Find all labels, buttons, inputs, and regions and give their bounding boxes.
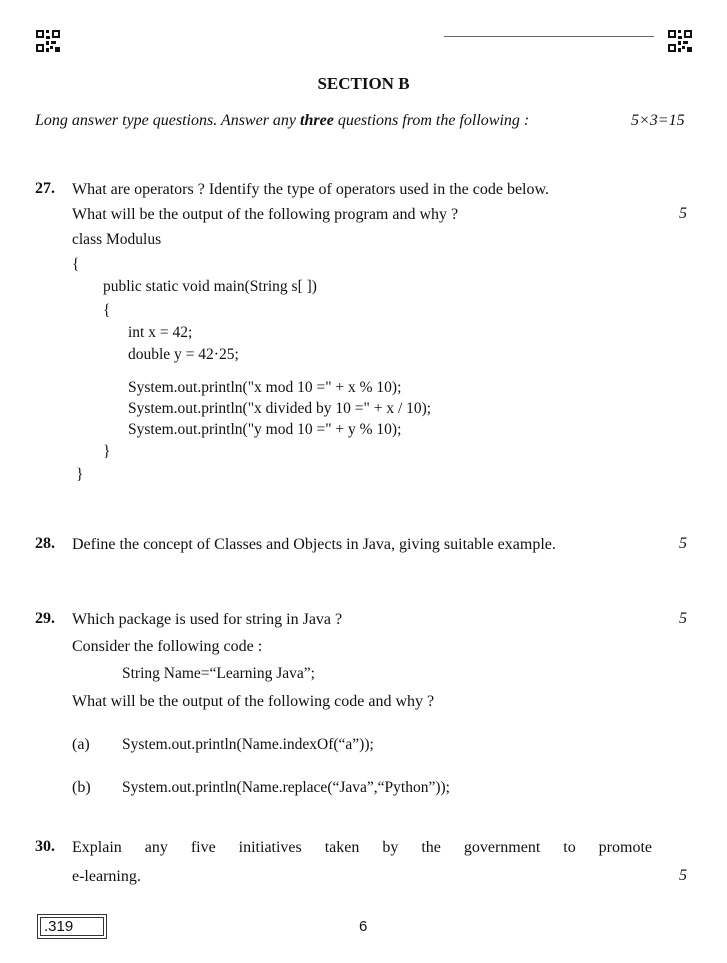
code-line: System.out.println("x mod 10 =" + x % 10); xyxy=(128,379,402,396)
qr-code-icon xyxy=(668,30,692,52)
section-marks: 5×3=15 xyxy=(631,112,685,129)
instruction-post: questions from the following : xyxy=(333,112,530,129)
code-line: } xyxy=(76,466,84,483)
code-line: System.out.println("y mod 10 =" + y % 10); xyxy=(128,421,402,438)
qr-code-icon xyxy=(36,30,60,52)
question-text: Define the concept of Classes and Objects in Java, giving suitable example. xyxy=(72,536,556,553)
question-text: Explain any five initiatives taken by the government to promote xyxy=(72,839,652,856)
question-marks: 5 xyxy=(679,867,687,884)
question-number: 30. xyxy=(35,838,55,855)
instruction-bold: three xyxy=(300,112,334,129)
question-text: e-learning. xyxy=(72,868,141,885)
subpart-label: (b) xyxy=(72,779,91,796)
section-instruction xyxy=(35,112,529,130)
header-rule xyxy=(444,36,654,37)
subpart-label: (a) xyxy=(72,736,90,753)
page-number: 6 xyxy=(359,918,368,935)
code-line: { xyxy=(72,256,80,273)
code-line: System.out.println(Name.replace(“Java”,“Python”)); xyxy=(122,779,450,796)
question-number: 27. xyxy=(35,180,55,197)
question-text: What will be the output of the following code and why ? xyxy=(72,693,435,710)
question-text: Consider the following code : xyxy=(72,638,263,655)
paper-code: .319 xyxy=(44,918,74,935)
question-text: Which package is used for string in Java ? xyxy=(72,611,343,628)
question-marks: 5 xyxy=(679,610,687,627)
code-line: System.out.println("x divided by 10 =" + x / 10); xyxy=(128,400,432,417)
code-line: String Name=“Learning Java”; xyxy=(122,665,315,682)
code-line: int x = 42; xyxy=(128,324,193,341)
code-line: class Modulus xyxy=(72,231,162,248)
question-marks: 5 xyxy=(679,205,687,222)
question-text: What will be the output of the following program and why ? xyxy=(72,206,459,223)
code-line: } xyxy=(103,443,111,460)
question-number: 29. xyxy=(35,610,55,627)
code-line: System.out.println(Name.indexOf(“a”)); xyxy=(122,736,374,753)
instruction-pre: Long answer type questions. Answer any xyxy=(35,112,301,129)
question-text: What are operators ? Identify the type of operators used in the code below. xyxy=(72,181,549,198)
question-number: 28. xyxy=(35,535,55,552)
code-line: public static void main(String s[ ]) xyxy=(103,278,317,295)
code-line: double y = 42·25; xyxy=(128,346,239,363)
section-title: SECTION B xyxy=(317,74,410,93)
code-line: { xyxy=(103,302,111,319)
paper-code-box xyxy=(37,914,107,939)
question-marks: 5 xyxy=(679,535,687,552)
